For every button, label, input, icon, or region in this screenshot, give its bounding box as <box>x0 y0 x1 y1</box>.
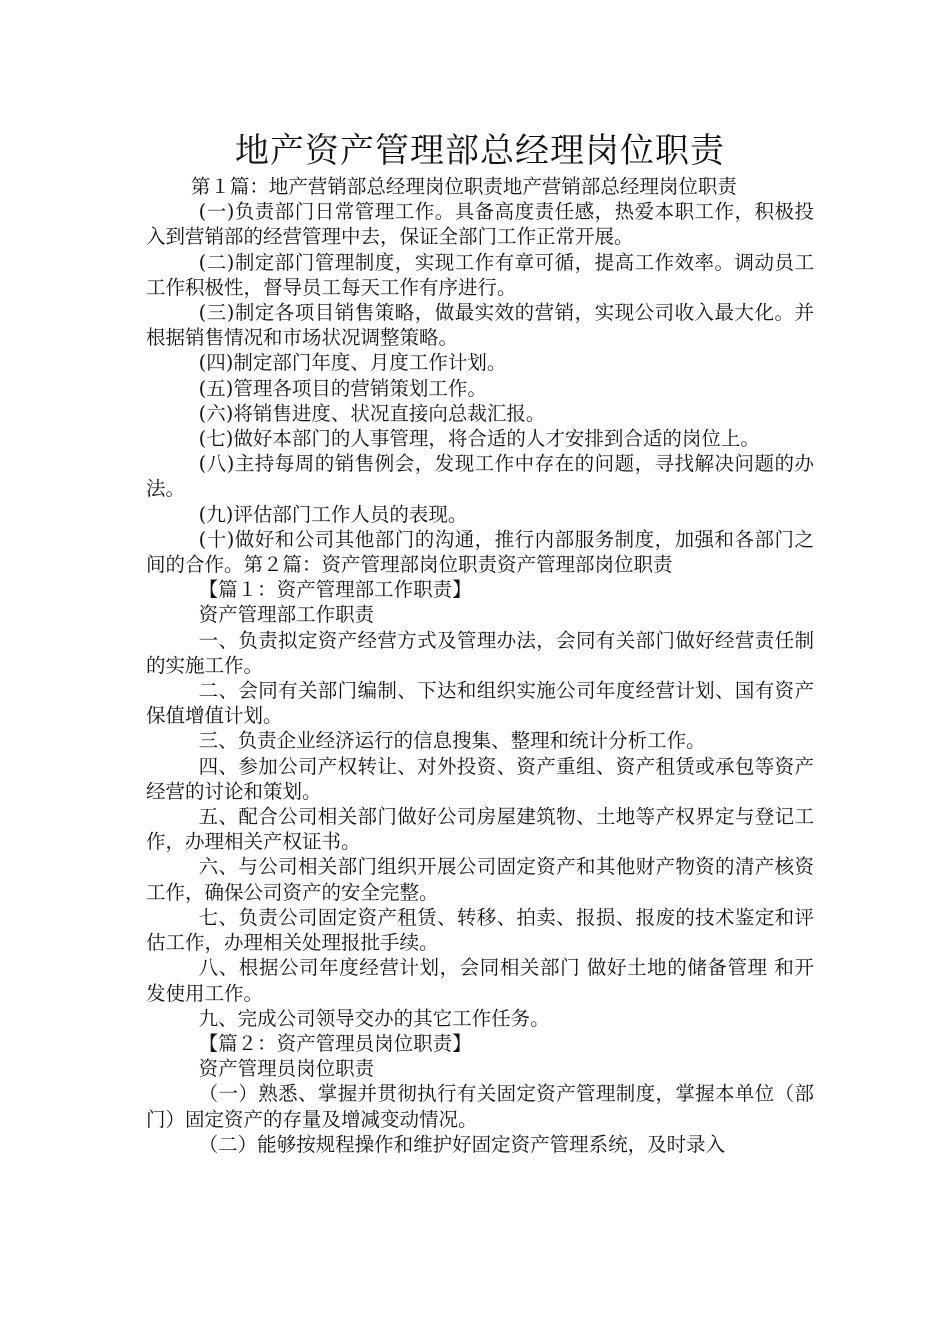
document-title: 地产资产管理部总经理岗位职责 <box>235 131 725 171</box>
paragraph-8: (七)做好本部门的人事管理，将合适的人才安排到合适的岗位上。 <box>198 427 760 451</box>
paragraph-20: 七、负责公司固定资产租赁、转移、拍卖、报损、报废的技术鉴定和评估工作，办理相关处理报批手续。 <box>146 905 814 955</box>
paragraph-7: (六)将销售进度、状况直接向总裁汇报。 <box>198 401 546 425</box>
paragraph-11: (十)做好和公司其他部门的沟通，推行内部服务制度，加强和各部门之间的合作。第２篇：资产管理部岗位职责资产管理部岗位职责 <box>146 527 814 577</box>
paragraph-9: (八)主持每周的销售例会，发现工作中存在的问题，寻找解决问题的办法。 <box>146 452 814 501</box>
section-subtitle-1: 资产管理部工作职责 <box>198 603 375 627</box>
paragraph-16: 三、负责企业经济运行的信息搜集、整理和统计分析工作。 <box>198 729 706 753</box>
paragraph-1: 第１篇：地产营销部总经理岗位职责地产营销部总经理岗位职责 <box>190 175 737 198</box>
paragraph-3: (二)制定部门管理制度，实现工作有章可循，提高工作效率。调动员工工作积极性，督导员工每天工作有序进行。 <box>146 250 814 299</box>
document-page <box>146 128 814 1157</box>
paragraph-17: 四、参加公司产权转让、对外投资、资产重组、资产租赁或承包等资产经营的讨论和策划。 <box>146 754 814 803</box>
paragraph-4: (三)制定各项目销售策略，做最实效的营销，实现公司收入最大化。并根据销售情况和市场状况调整策略。 <box>146 301 814 350</box>
paragraph-14: 一、负责拟定资产经营方式及管理办法，会同有关部门做好经营责任制的实施工作。 <box>146 628 814 677</box>
paragraph-25: （一）熟悉、掌握并贯彻执行有关固定资产管理制度，掌握本单位（部门）固定资产的存量及增减变动情况。 <box>146 1082 814 1131</box>
paragraph-22: 九、完成公司领导交办的其它工作任务。 <box>198 1006 550 1030</box>
paragraph-15: 二、会同有关部门编制、下达和组织实施公司年度经营计划、国有资产保值增值计划。 <box>146 679 814 728</box>
section-heading-2: 【篇２：资产管理员岗位职责】 <box>198 1031 472 1055</box>
paragraph-2: (一)负责部门日常管理工作。具备高度责任感，热爱本职工作，积极投入到营销部的经营管理中去，保证全部门工作正常开展。 <box>146 200 814 249</box>
paragraph-18: 五、配合公司相关部门做好公司房屋建筑物、土地等产权界定与登记工作，办理相关产权证书。 <box>146 805 814 854</box>
paragraph-10: (九)评估部门工作人员的表现。 <box>198 502 468 526</box>
section-subtitle-2: 资产管理员岗位职责 <box>198 1057 375 1081</box>
paragraph-21: 八、根据公司年度经营计划，会同相关部门 做好土地的储备管理 和开发使用工作。 <box>146 956 814 1005</box>
paragraph-26: （二）能够按规程操作和维护好固定资产管理系统，及时录入 <box>198 1132 726 1156</box>
section-heading-1: 【篇１：资产管理部工作职责】 <box>198 578 472 602</box>
paragraph-5: (四)制定部门年度、月度工作计划。 <box>198 351 507 375</box>
paragraph-6: (五)管理各项目的营销策划工作。 <box>198 376 487 400</box>
paragraph-19: 六、与公司相关部门组织开展公司固定资产和其他财产物资的清产核资工作，确保公司资产的安全完整。 <box>146 855 814 904</box>
